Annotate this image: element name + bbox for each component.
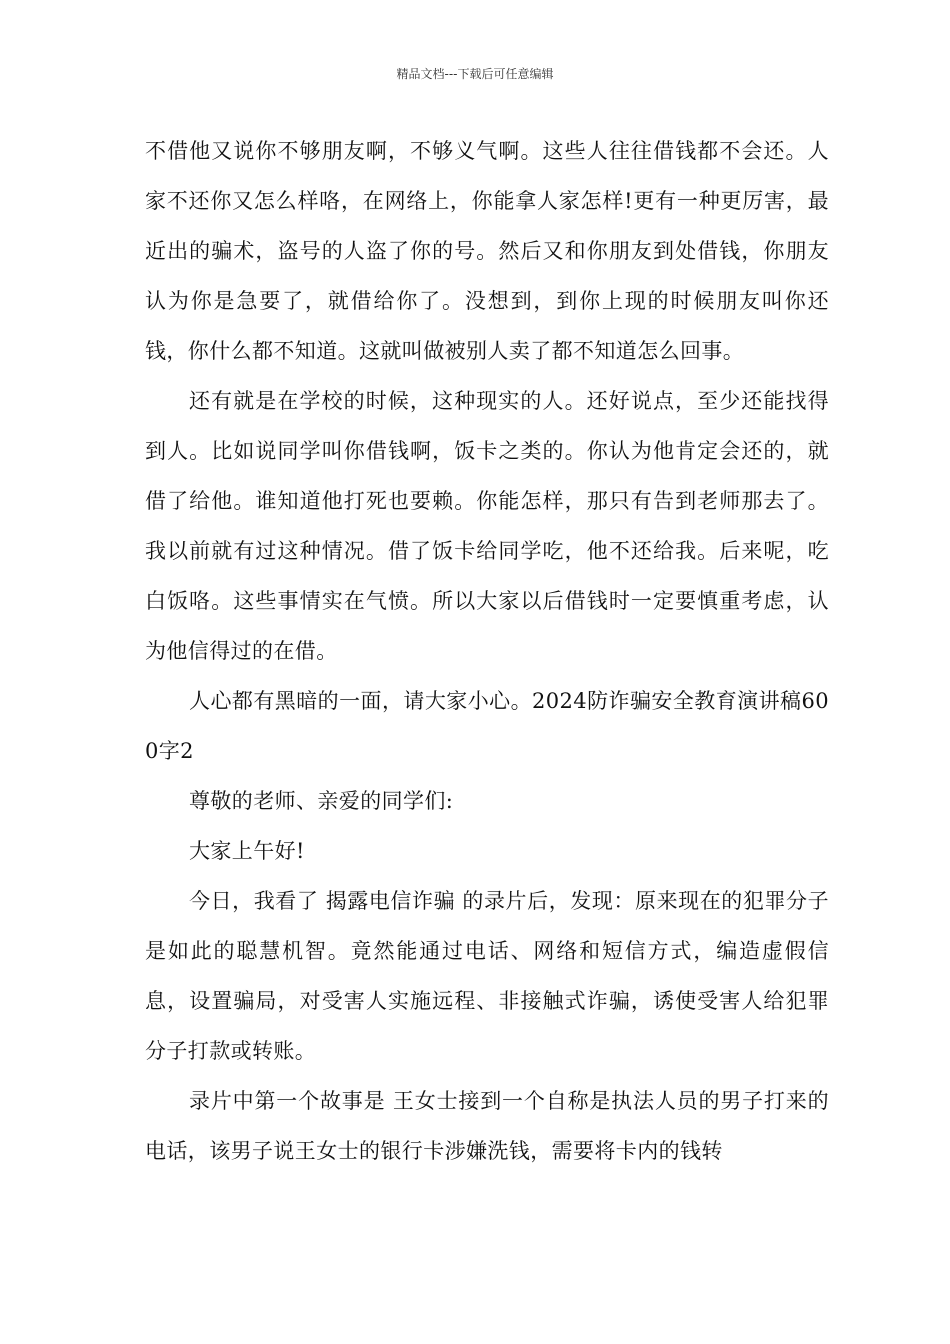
paragraph-2: 还有就是在学校的时候，这种现实的人。还好说点，至少还能找得到人。比如说同学叫你借钱啊，饭卡之类的。你认为他肯定会还的，就借了给他。谁知道他打死也要赖。你能怎样，那只有告到老师那去了。我以前就有过这种情况。借了饭卡给同学吃，他不还给我。后来呢，吃白饭咯。这些事情实在气愤。所以大家以后借钱时一定要慎重考虑，认为他信得过的在借。 <box>145 389 829 663</box>
page-header: 精品文档---下载后可任意编辑 <box>396 67 554 81</box>
document-body <box>145 126 829 1176</box>
paragraph-4: 尊敬的老师、亲爱的同学们: <box>189 789 454 813</box>
paragraph-3: 人心都有黑暗的一面，请大家小心。2024防诈骗安全教育演讲稿600字2 <box>145 689 829 763</box>
paragraph-6: 今日，我看了 揭露电信诈骗 的录片后，发现：原来现在的犯罪分子是如此的聪慧机智。竟然能通过电话、网络和短信方式，编造虚假信息，设置骗局，对受害人实施远程、非接触式诈骗，诱使受害人给犯罪分子打款或转账。 <box>145 889 829 1063</box>
paragraph-7: 录片中第一个故事是 王女士接到一个自称是执法人员的男子打来的电话，该男子说王女士的银行卡涉嫌洗钱，需要将卡内的钱转 <box>145 1089 829 1163</box>
paragraph-5: 大家上午好! <box>189 839 305 863</box>
paragraph-1: 不借他又说你不够朋友啊，不够义气啊。这些人往往借钱都不会还。人家不还你又怎么样咯，在网络上，你能拿人家怎样!更有一种更厉害，最近出的骗术，盗号的人盗了你的号。然后又和你朋友到处借钱，你朋友认为你是急要了，就借给你了。没想到，到你上现的时候朋友叫你还钱，你什么都不知道。这就叫做被别人卖了都不知道怎么回事。 <box>145 139 829 363</box>
